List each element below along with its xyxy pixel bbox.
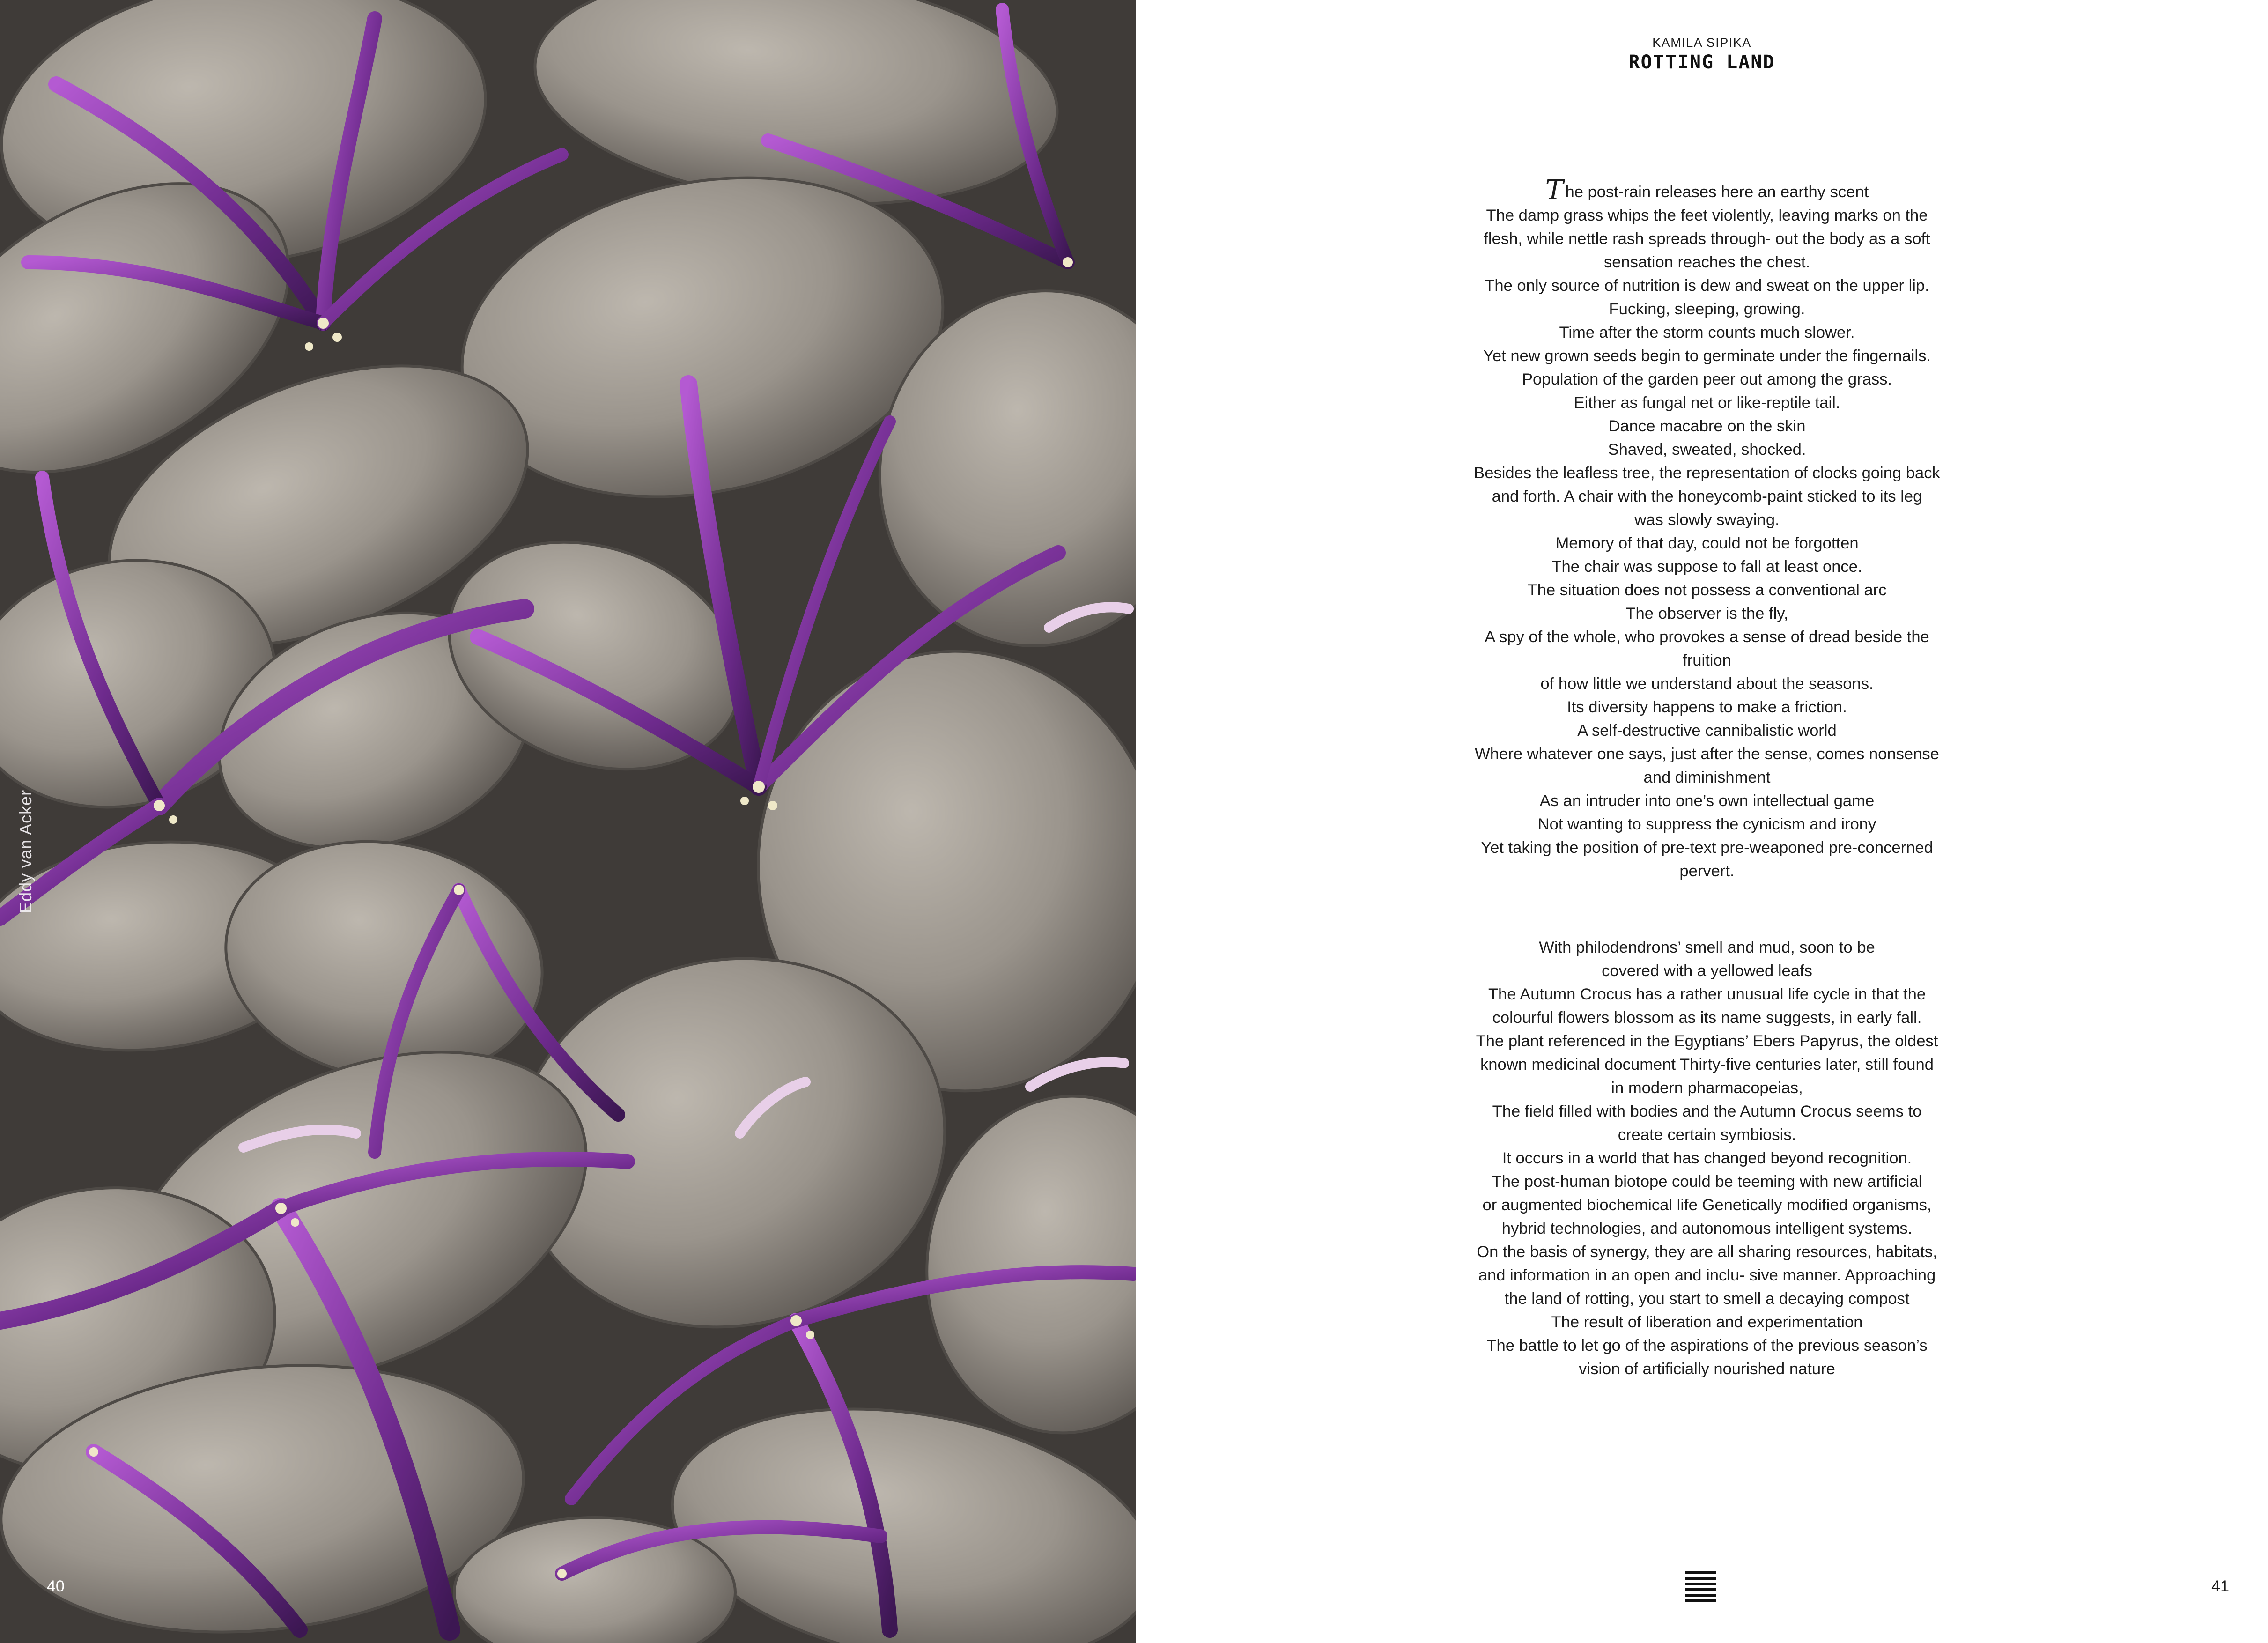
poem-line-text: The result of liberation and experimentation — [1551, 1313, 1863, 1331]
poem-line-text: vision of artificially nourished nature — [1579, 1360, 1835, 1378]
dropcap-letter: T — [1545, 174, 1564, 206]
right-page — [1136, 0, 2268, 1643]
poem-line — [1426, 344, 1988, 368]
poem-line — [1426, 1217, 1988, 1240]
poem-line — [1426, 438, 1988, 461]
poem-line — [1426, 719, 1988, 742]
poem-line — [1426, 227, 1988, 251]
poem-line-text: The observer is the fly, — [1625, 605, 1788, 622]
poem-line-text: The post-human biotope could be teeming with new artificial — [1492, 1173, 1922, 1191]
poem-line-text: Not wanting to suppress the cynicism and irony — [1537, 815, 1876, 833]
poem-line-text: The field filled with bodies and the Autumn Crocus seems to — [1492, 1103, 1922, 1120]
poem-line — [1426, 1053, 1988, 1076]
poem-line — [1426, 204, 1988, 227]
poem-line — [1426, 508, 1988, 532]
poem-line — [1426, 1170, 1988, 1193]
poem-line-text: known medicinal document Thirty-five centuries later, still found — [1480, 1056, 1934, 1073]
poem-line-text: of how little we understand about the seasons. — [1540, 675, 1874, 693]
poem-line — [1426, 251, 1988, 274]
poem-line-text: The chair was suppose to fall at least once. — [1551, 558, 1862, 576]
poem-line — [1426, 532, 1988, 555]
poem-line — [1426, 672, 1988, 696]
poem-line — [1426, 274, 1988, 297]
poem-line — [1426, 859, 1988, 883]
poem-line-text: pervert. — [1679, 862, 1735, 880]
photo-credit: Eddy van Acker — [16, 789, 35, 913]
author-name: KAMILA SIPIKA — [1652, 36, 1751, 50]
poem-line — [1426, 1240, 1988, 1264]
poem-line — [1426, 297, 1988, 321]
poem-line-text: Time after the storm counts much slower. — [1559, 324, 1855, 341]
poem-line-text: hybrid technologies, and autonomous intelligent systems. — [1501, 1220, 1913, 1237]
poem-line — [1426, 1006, 1988, 1029]
poem-line-text: Fucking, sleeping, growing. — [1609, 300, 1805, 318]
poem-line — [1426, 1029, 1988, 1053]
poem-line-text: A self-destructive cannibalistic world — [1577, 722, 1837, 740]
poem-line — [1426, 813, 1988, 836]
poem-line — [1426, 602, 1988, 625]
poem-line-text: A spy of the whole, who provokes a sense of dread beside the — [1485, 628, 1929, 646]
poem-line-text: It occurs in a world that has changed beyond recognition. — [1502, 1149, 1912, 1167]
poem-line-text: The only source of nutrition is dew and sweat on the upper lip. — [1485, 277, 1929, 295]
poem-line — [1426, 321, 1988, 344]
poem-line-text: Yet taking the position of pre-text pre-weaponed pre-concerned — [1481, 839, 1933, 857]
stanza-1 — [1426, 174, 1988, 883]
poem-line-text: Yet new grown seeds begin to germinate under the fingernails. — [1483, 347, 1931, 365]
poem-line-text: create certain symbiosis. — [1618, 1126, 1796, 1144]
poem-line-text: colourful flowers blossom as its name suggests, in early fall. — [1492, 1009, 1922, 1027]
poem-line — [1426, 414, 1988, 438]
poem-line — [1426, 742, 1988, 766]
poem-line — [1426, 983, 1988, 1006]
poem-line-text: flesh, while nettle rash spreads through- out the body as a soft — [1484, 230, 1930, 248]
horizontal-lines-logo-icon — [1685, 1571, 1716, 1602]
poem-line-text: The plant referenced in the Egyptians’ Ebers Papyrus, the oldest — [1476, 1032, 1938, 1050]
poem-line — [1426, 789, 1988, 813]
poem-line-text: Its diversity happens to make a friction. — [1567, 698, 1847, 716]
poem-line — [1426, 1287, 1988, 1310]
poem-line — [1426, 1147, 1988, 1170]
poem-line — [1426, 368, 1988, 391]
poem-line — [1426, 485, 1988, 508]
poem-line — [1426, 578, 1988, 602]
poem-line-text: As an intruder into one’s own intellectual game — [1539, 792, 1875, 810]
poem-line — [1426, 696, 1988, 719]
poem-line-text: Where whatever one says, just after the sense, comes nonsense — [1475, 745, 1939, 763]
poem-line — [1426, 461, 1988, 485]
poem-line — [1426, 1076, 1988, 1100]
poem-line-text: With philodendrons’ smell and mud, soon to be — [1539, 939, 1875, 956]
poem-line — [1426, 174, 1988, 206]
poem-line — [1426, 555, 1988, 578]
poem-line-text: The battle to let go of the aspirations of the previous season’s — [1486, 1337, 1928, 1354]
poem-line — [1426, 766, 1988, 789]
poem-line — [1426, 1100, 1988, 1123]
poem-line-text: Population of the garden peer out among the grass. — [1522, 370, 1892, 388]
poem-line-text: On the basis of synergy, they are all sharing resources, habitats, — [1477, 1243, 1937, 1261]
stanza-2 — [1426, 936, 1988, 1381]
page-number-left: 40 — [47, 1577, 65, 1595]
poem-line-text: the land of rotting, you start to smell a decaying compost — [1504, 1290, 1910, 1308]
poem-line-text: Besides the leafless tree, the representation of clocks going back — [1474, 464, 1940, 482]
poem-line-text: Dance macabre on the skin — [1608, 417, 1806, 435]
poem-line — [1426, 625, 1988, 649]
poem-line-text: The damp grass whips the feet violently, leaving marks on the — [1486, 207, 1928, 224]
poem-line-text: he post-rain releases here an earthy scent — [1565, 183, 1869, 201]
poem-line-text: and forth. A chair with the honeycomb-paint sticked to its leg — [1492, 488, 1922, 505]
poem-line — [1426, 836, 1988, 859]
poem-line-text: in modern pharmacopeias, — [1611, 1079, 1803, 1097]
poem-line — [1426, 1193, 1988, 1217]
poem-line — [1426, 391, 1988, 414]
poem-line-text: covered with a yellowed leafs — [1602, 962, 1812, 980]
poem-line-text: Either as fungal net or like-reptile tail. — [1574, 394, 1840, 412]
poem-line-text: and information in an open and inclu- sive manner. Approaching — [1478, 1266, 1936, 1284]
poem-line — [1426, 649, 1988, 672]
poem-line-text: was slowly swaying. — [1634, 511, 1780, 529]
poem-line-text: or augmented biochemical life Genetically modified organisms, — [1482, 1196, 1932, 1214]
poem-line-text: Memory of that day, could not be forgotten — [1555, 534, 1859, 552]
poem-line — [1426, 936, 1988, 959]
poem-line — [1426, 1123, 1988, 1147]
poem-line-text: The Autumn Crocus has a rather unusual life cycle in that the — [1488, 985, 1926, 1003]
poem-line — [1426, 1264, 1988, 1287]
poem-line-text: Shaved, sweated, shocked. — [1608, 441, 1806, 459]
page-number-right: 41 — [2211, 1577, 2229, 1595]
poem-line-text: sensation reaches the chest. — [1603, 253, 1810, 271]
poem-line-text: fruition — [1683, 651, 1731, 669]
poem-line — [1426, 1334, 1988, 1357]
poem-line — [1426, 1357, 1988, 1381]
poem-line — [1426, 959, 1988, 983]
poem-line — [1426, 1310, 1988, 1334]
poem-line-text: The situation does not possess a conventional arc — [1527, 581, 1887, 599]
poem-line-text: and diminishment — [1643, 769, 1771, 786]
article-title: ROTTING LAND — [1628, 52, 1775, 73]
